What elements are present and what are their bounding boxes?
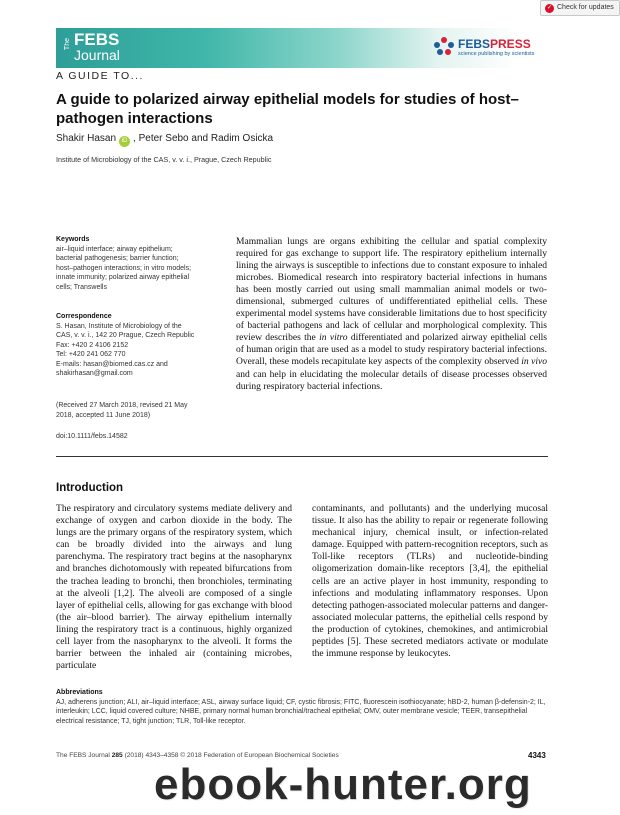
correspondence-line: E-mails: hasan@biomed.cas.cz and: [56, 360, 168, 368]
footer-citation: The FEBS Journal 285 (2018) 4343–4358 © 2018 Federation of European Biochemical Societies: [56, 752, 339, 759]
received-line: (Received 27 March 2018, revised 21 May: [56, 402, 188, 409]
abbreviations-block: [56, 688, 550, 726]
journal-banner: [56, 28, 548, 68]
correspondence-line: shakirhasan@gmail.com: [56, 370, 133, 377]
page-number: 4343: [528, 751, 546, 760]
keywords-heading: Keywords: [56, 236, 90, 243]
other-authors: , Peter Sebo and Radim Osicka: [133, 133, 274, 144]
first-author: Shakir Hasan: [56, 133, 117, 144]
febs-press-tagline: science publishing by scientists: [458, 51, 535, 57]
keywords-line: innate immunity; polarized airway epithelial: [56, 274, 190, 281]
article-type: A GUIDE TO...: [56, 70, 144, 82]
keywords-line: bacterial pathogenesis; barrier function;: [56, 255, 179, 262]
abstract: Mammalian lungs are organs exhibiting the cellular and spatial complexity required for gas exchange to support life. The respiratory epithelium internally lining the airways is susceptible to infections due to constant exposure to inhaled microbes. Biomedical research into respiratory bacterial infections in humans has been mostly carried out using small mammalian animal models or two-dimensional, submerged cultures of undifferentiated epithelial cells. These experimental model systems have considerable limitations due to host specificity of bacterial pathogens and lack of cellular and morphological complexity. This review describes the in vitro differentiated and polarized airway epithelial cells of human origin that are used as a model to study respiratory bacterial infections. Overall, these models recapitulate key aspects of the complexity observed in vivo and can help in elucidating the molecular details of disease processes observed during respiratory bacterial infections.: [236, 236, 547, 392]
check-for-updates-button[interactable]: [540, 0, 620, 16]
journal-logo-febs: FEBS: [74, 30, 120, 49]
keywords-line: cells; Transwells: [56, 283, 107, 291]
section-divider: [56, 456, 548, 457]
journal-logo-the: The: [64, 38, 71, 51]
received-line: 2018, accepted 11 June 2018): [56, 411, 151, 419]
article-title: A guide to polarized airway epithelial models for studies of host–pathogen interactions: [56, 91, 519, 127]
abbreviations-heading: Abbreviations: [56, 689, 103, 696]
correspondence-line: Tel: +420 241 062 770: [56, 351, 126, 358]
introduction-heading: Introduction: [56, 482, 124, 494]
keywords-line: host–pathogen interactions; in vitro models;: [56, 264, 192, 272]
keywords-block: [56, 235, 216, 292]
febs-press-logo: [434, 37, 554, 63]
orcid-icon[interactable]: iD: [119, 136, 130, 147]
correspondence-block: [56, 312, 216, 379]
febs-press-dots-icon: [434, 37, 454, 57]
crossmark-icon: ✓: [546, 5, 553, 11]
correspondence-heading: Correspondence: [56, 313, 112, 320]
correspondence-line: Fax: +420 2 4106 2152: [56, 341, 129, 349]
correspondence-line: CAS, v. v. i., 142 20 Prague, Czech Republic: [56, 332, 195, 339]
affiliation: Institute of Microbiology of the CAS, v. v. i., Prague, Czech Republic: [56, 155, 272, 164]
abbreviations-text: AJ, adherens junction; ALI, air–liquid interface; ASL, airway surface liquid; CF, cystic fibrosis; FITC, fluorescein isothiocyanate; hBD-2, human β-defensin-2; IL, interleukin; LCC, liquid covered culture; NHBE, primary normal human bronchial/tracheal epithelial; OMV, outer membrane vesicle; TEER, transepithelial electrical resistance; TJ, tight junction; TLR, Toll-like receptor.: [56, 698, 546, 725]
journal-logo-name: Journal: [74, 47, 120, 63]
keywords-line: air–liquid interface; airway epithelium;: [56, 245, 173, 253]
introduction-column-right: contaminants, and pollutants) and the underlying mucosal tissue. It also has the ability to repair or regenerate following mechanical injury, chemical insult, or infection-related damage. Equipped with pattern-recognition receptors, such as Toll-like receptors (TLRs) and nucleotide-binding oligomerization domain-like receptors [3,4], the epithelial cells are an active player in host immunity, responding to infections and modulating inflammatory responses. Upon detecting pathogen-associated molecular patterns and danger-associated molecular patterns, the epithelial cells respond by the production of cytokines, chemokines, and antimicrobial peptides [5]. These secreted mediators activate or modulate the immune response by leukocytes.: [312, 503, 548, 660]
doi-link[interactable]: doi:10.1111/febs.14582: [56, 433, 128, 440]
author-list: [56, 133, 273, 147]
introduction-column-left: The respiratory and circulatory systems mediate delivery and exchange of oxygen and carbon dioxide in the body. The lungs are the primary organs of the respiratory system, which can be broadly divided into the airways and lung parenchyma. The respiratory tract begins at the nasopharynx and branches dichotomously with repeated bifurcations from the trachea leading to bronchi, then bronchioles, terminating at the alveoli [1,2]. The alveoli are composed of a single layer of epithelial cells, allowing for gas exchange with blood (the air–blood barrier). The airway epithelium internally lining the respiratory tract is a continuous, highly organized cell layer from the nasopharynx to the alveoli. It forms the barrier between the inhaled air (containing microbes, particulate: [56, 503, 292, 672]
received-dates: [56, 401, 216, 420]
correspondence-line: S. Hasan, Institute of Microbiology of the: [56, 322, 182, 330]
febs-press-title: FEBSPRESS: [458, 37, 531, 51]
watermark: ebook-hunter.org: [154, 760, 532, 809]
check-for-updates-label: Check for updates: [557, 4, 614, 11]
